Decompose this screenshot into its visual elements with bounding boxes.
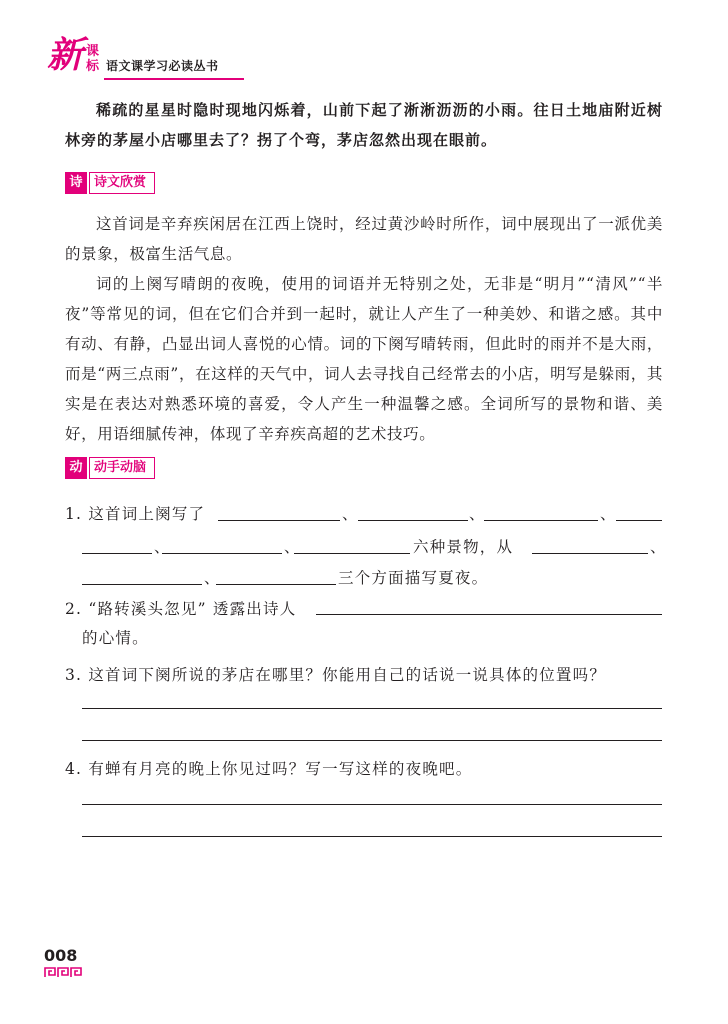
- series-logo-small: [86, 44, 104, 74]
- section-icon: 动: [65, 457, 87, 479]
- appreciation-title: 诗文欣赏: [89, 172, 155, 194]
- q1-separator: 、: [650, 538, 667, 556]
- exercises-heading: [65, 456, 155, 480]
- question-3-prompt: 3. 这首词下阕所说的茅店在哪里？你能用自己的话说一说具体的位置吗？: [65, 666, 607, 684]
- q2-blank[interactable]: [316, 614, 662, 615]
- appreciation-paragraph-2: 词的上阕写晴朗的夜晚，使用的词语并无特别之处，无非是“明月”“清风”“半夜”等常见的词，但在它们合并到一起时，就让人产生了一种美妙、和谐之感。其中有动、有静，凸显出词人喜悦的心情。词的下阕写晴转雨，但此时的雨并不是大雨，而是“两三点雨”，在这样的天气中，词人去寻找自己经常去的小店，明写是躲雨，其实是在表达对熟悉环境的喜爱，令人产生一种温馨之感。全词所写的景物和谐、美好，用语细腻传神，体现了辛弃疾高超的艺术技巧。: [65, 275, 663, 443]
- q1-blank-7[interactable]: [294, 553, 410, 554]
- q1-blank-9[interactable]: [82, 584, 202, 585]
- q1-separator: 、: [342, 505, 359, 523]
- logo-small-char-1: 课: [86, 44, 100, 59]
- appreciation-heading: [65, 171, 155, 195]
- q1-blank-6[interactable]: [162, 553, 282, 554]
- q1-blank-3[interactable]: [484, 520, 598, 521]
- question-4-prompt: 4. 有蝉有月亮的晚上你见过吗？写一写这样的夜晚吧。: [65, 760, 473, 778]
- question-2-prompt: 2. “路转溪头忽见” 透露出诗人: [65, 600, 297, 618]
- q1-separator: 、: [204, 569, 221, 587]
- q3-answer-line-1[interactable]: [82, 708, 662, 709]
- q1-separator: 、: [154, 538, 171, 556]
- page-number: 008: [44, 946, 78, 965]
- q1-prompt-end: 三个方面描写夏夜。: [338, 569, 489, 587]
- q3-answer-line-2[interactable]: [82, 740, 662, 741]
- q1-blank-8[interactable]: [532, 553, 648, 554]
- translation-paragraph: 稀疏的星星时隐时现地闪烁着，山前下起了淅淅沥沥的小雨。往日土地庙附近树林旁的茅屋小店哪里去了？拐了个弯，茅店忽然出现在眼前。: [65, 101, 663, 149]
- series-title: 语文课学习必读丛书: [106, 59, 219, 73]
- series-logo: 新: [46, 35, 83, 76]
- appreciation-paragraph-1: 这首词是辛弃疾闲居在江西上饶时，经过黄沙岭时所作，词中展现出了一派优美的景象，极富生活气息。: [65, 215, 663, 263]
- logo-small-char-2: 标: [86, 59, 100, 74]
- q1-blank-2[interactable]: [358, 520, 468, 521]
- q1-prompt-middle: 六种景物，从: [413, 538, 514, 556]
- section-icon: 诗: [65, 172, 87, 194]
- q1-blank-4[interactable]: [616, 520, 662, 521]
- q1-separator: 、: [469, 505, 486, 523]
- q1-blank-1[interactable]: [218, 520, 340, 521]
- q1-separator: 、: [600, 505, 617, 523]
- question-1-prompt: 1. 这首词上阕写了: [65, 505, 206, 523]
- q1-blank-5[interactable]: [82, 553, 152, 554]
- q4-answer-line-1[interactable]: [82, 804, 662, 805]
- exercises-title: 动手动脑: [89, 457, 155, 479]
- footer-ornament-icon: [44, 966, 84, 978]
- q4-answer-line-2[interactable]: [82, 836, 662, 837]
- question-2-end: 的心情。: [82, 629, 149, 647]
- q1-blank-10[interactable]: [216, 584, 336, 585]
- q1-separator: 、: [284, 538, 301, 556]
